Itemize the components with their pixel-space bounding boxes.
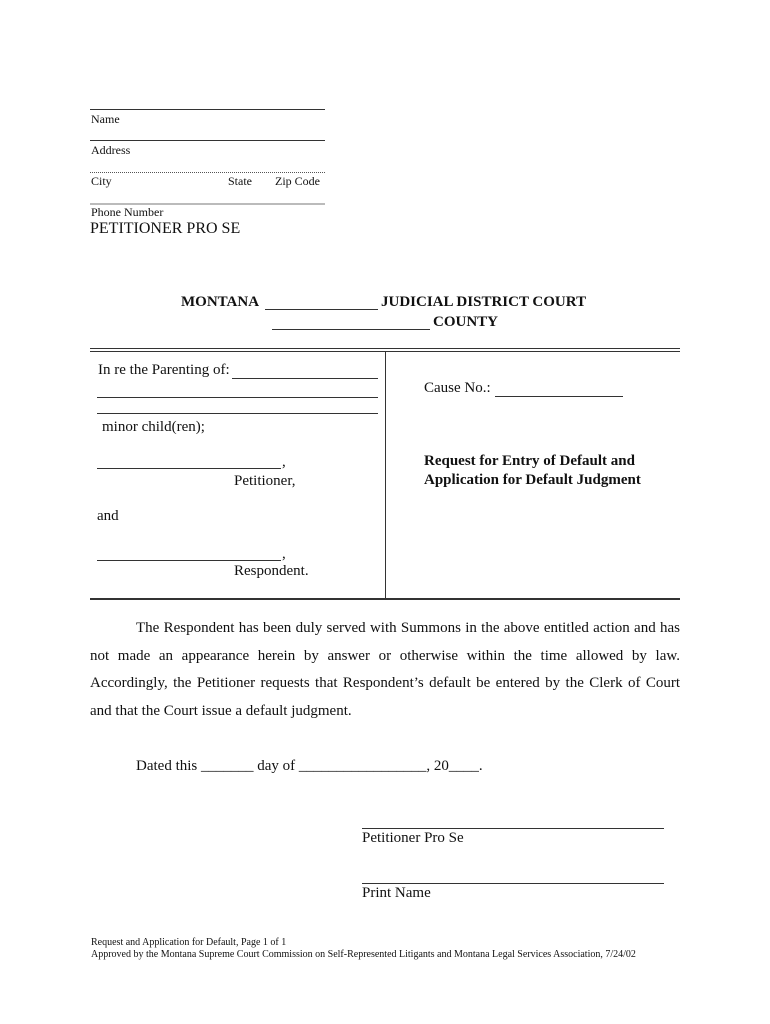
petitioner-pro-se-heading: PETITIONER PRO SE <box>90 220 241 237</box>
county-label: COUNTY <box>433 314 499 330</box>
child-name-blank <box>232 378 378 379</box>
name-label: Name <box>91 112 120 126</box>
address-label: Address <box>91 143 131 157</box>
signature-line <box>362 828 664 829</box>
respondent-name-blank <box>97 560 281 561</box>
city-line <box>90 172 325 173</box>
caption-divider <box>385 352 386 598</box>
body-paragraph: The Respondent has been duly served with Summons in the above entitled action and has not made an appearance herein by answer or otherwise within the time allowed by law. Accordingly, the Petitioner requests that Respondent’s default be entered by the Clerk of Court and that the Court issue a default judgment. <box>90 620 680 720</box>
petitioner-label: Petitioner, <box>234 473 296 489</box>
county-blank <box>272 329 430 330</box>
cause-no-label: Cause No.: <box>424 380 491 396</box>
print-name-label: Print Name <box>362 885 431 901</box>
dated-line: Dated this _______ day of _________________, 20____. <box>136 758 483 774</box>
state-label: State <box>228 174 252 188</box>
montana-label: MONTANA <box>181 294 260 310</box>
document-title-line2: Application for Default Judgment <box>424 472 641 488</box>
and-label: and <box>97 508 119 524</box>
name-line <box>90 109 325 110</box>
cause-no-blank <box>495 396 623 397</box>
judicial-district-label: JUDICIAL DISTRICT COURT <box>381 294 587 310</box>
child-name-blank-3 <box>97 413 378 414</box>
caption-top-rule <box>90 348 680 349</box>
in-re-label: In re the Parenting of: <box>98 362 230 378</box>
comma: , <box>282 546 286 562</box>
print-name-line <box>362 883 664 884</box>
document-title-line1: Request for Entry of Default and <box>424 453 635 469</box>
petitioner-name-blank <box>97 468 281 469</box>
minor-children-label: minor child(ren); <box>102 419 205 435</box>
footer-approval: Approved by the Montana Supreme Court Commission on Self-Represented Litigants and Montana Legal Services Association, 7/24/02 <box>91 949 636 960</box>
petitioner-pro-se-label: Petitioner Pro Se <box>362 830 464 846</box>
city-label: City <box>91 174 112 188</box>
district-blank <box>265 309 378 310</box>
respondent-label: Respondent. <box>234 563 309 579</box>
address-line <box>90 140 325 141</box>
footer-page-info: Request and Application for Default, Page 1 of 1 <box>91 937 287 948</box>
zip-label: Zip Code <box>275 174 320 188</box>
child-name-blank-2 <box>97 397 378 398</box>
comma: , <box>282 454 286 470</box>
phone-label: Phone Number <box>91 205 164 219</box>
caption-bottom-rule <box>90 598 680 600</box>
